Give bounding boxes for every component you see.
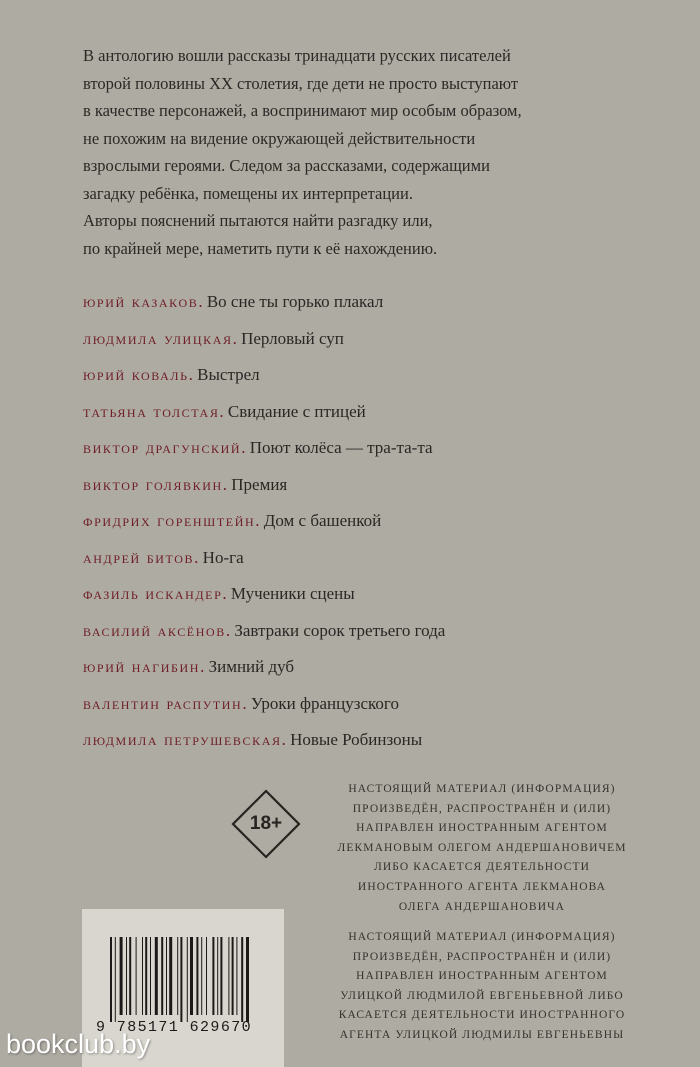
annotation-line: взрослыми героями. Следом за рассказами, содержащими <box>83 156 490 175</box>
notice-line: ПРОИЗВЕДЁН, РАСПРОСТРАНЁН И (ИЛИ) <box>352 802 612 815</box>
story-title: Уроки французского <box>250 693 399 713</box>
watermark: bookclub.by <box>6 1029 151 1059</box>
contents-entry <box>83 469 683 506</box>
notice-line: ЛИБО КАСАЕТСЯ ДЕЯТЕЛЬНОСТИ <box>373 861 591 874</box>
annotation-text <box>83 42 643 262</box>
annotation-line: загадку ребёнка, помещены их интерпретации. <box>83 183 413 203</box>
story-title: Премия <box>231 474 288 494</box>
author-name: василий аксёнов <box>83 619 226 640</box>
separator: . <box>232 328 237 348</box>
author-name: виктор драгунский <box>83 437 242 457</box>
contents-entry <box>83 323 683 360</box>
barcode-bar <box>190 937 193 1015</box>
contents-entry <box>83 396 683 433</box>
barcode-bar <box>196 937 198 1015</box>
barcode-bar <box>220 937 222 1015</box>
barcode-bar <box>142 937 143 1015</box>
separator: . <box>222 474 227 494</box>
separator: . <box>188 365 193 384</box>
barcode-bar <box>129 937 131 1015</box>
barcode-bar <box>126 937 127 1015</box>
barcode-bar <box>236 937 237 1015</box>
author-name: татьяна толстая <box>83 400 220 421</box>
story-title: Мученики сцены <box>230 584 355 603</box>
separator: . <box>241 438 246 457</box>
story-title: Свидание с птицей <box>227 401 366 421</box>
story-title: Во сне ты горько плакал <box>206 292 384 311</box>
barcode-bar <box>145 937 147 1015</box>
separator: . <box>219 401 224 421</box>
author-name: виктор голявкин <box>83 473 223 494</box>
separator: . <box>194 547 199 567</box>
author-name: юрий коваль <box>83 364 189 384</box>
separator: . <box>242 693 247 713</box>
foreign-agent-notice <box>312 780 652 917</box>
age-rating-label: 18+ <box>249 813 283 834</box>
barcode-bar <box>232 937 234 1015</box>
story-title: Поют колёса — тра-та-та <box>249 438 433 457</box>
notice-line: ЛЕКМАНОВЫМ ОЛЕГОМ АНДЕРШАНОВИЧЕМ <box>337 841 627 854</box>
author-name: фазиль искандер <box>83 583 223 603</box>
barcode-bar <box>217 937 218 1015</box>
barcode-bar <box>228 937 229 1015</box>
separator: . <box>222 584 227 603</box>
story-title: Завтраки сорок третьего года <box>234 620 446 640</box>
barcode-bar <box>241 937 243 1022</box>
contents-entry <box>83 432 683 469</box>
notice-line: ПРОИЗВЕДЁН, РАСПРОСТРАНЁН И (ИЛИ) <box>352 950 612 963</box>
barcode-bar <box>201 937 202 1015</box>
author-name: валентин распутин <box>83 692 243 713</box>
notice-line: НАПРАВЛЕН ИНОСТРАННЫМ АГЕНТОМ <box>356 822 608 835</box>
author-name: фридрих горенштейн <box>83 510 256 530</box>
separator: . <box>281 730 286 749</box>
story-title: Новые Робинзоны <box>290 730 423 749</box>
contents-entry <box>83 651 683 688</box>
story-title: Зимний дуб <box>208 657 295 676</box>
notice-line: КАСАЕТСЯ ДЕЯТЕЛЬНОСТИ ИНОСТРАННОГО <box>338 1009 626 1022</box>
barcode-bar <box>155 937 158 1015</box>
annotation-line: В антологию вошли рассказы тринадцати русских писателей <box>83 46 511 65</box>
notice-line: ОЛЕГА АНДЕРШАНОВИЧА <box>398 900 566 913</box>
separator: . <box>225 620 231 640</box>
annotation-line: по крайней мере, наметить пути к её нахождению. <box>83 238 438 258</box>
notice-line: НАСТОЯЩИЙ МАТЕРИАЛ (ИНФОРМАЦИЯ) <box>348 783 616 795</box>
separator: . <box>255 511 260 530</box>
barcode-bar <box>206 937 207 1015</box>
author-name: людмила петрушевская <box>83 729 282 749</box>
barcode-bar <box>180 937 182 1022</box>
barcode-bar <box>169 937 172 1015</box>
barcode-bar <box>110 937 112 1022</box>
author-name: юрий нагибин <box>83 656 201 676</box>
barcode-bar <box>187 937 188 1022</box>
contents-entry <box>83 615 683 652</box>
contents-entry <box>83 578 683 615</box>
isbn-digits: 9 785171 629670 <box>96 1019 253 1036</box>
author-name: людмила улицкая <box>83 327 233 348</box>
contents-entry <box>83 724 683 761</box>
barcode-bar <box>166 937 167 1015</box>
annotation-line: Авторы пояснений пытаются найти разгадку или, <box>83 211 433 230</box>
annotation-line: не похожим на видение окружающей действительности <box>83 128 476 148</box>
separator: . <box>200 657 205 676</box>
contents-entry <box>83 688 683 725</box>
notice-line: НАПРАВЛЕН ИНОСТРАННЫМ АГЕНТОМ <box>356 970 608 983</box>
barcode-bar <box>120 937 123 1015</box>
annotation-line: второй половины XX столетия, где дети не просто выступают <box>83 73 519 93</box>
table-of-contents <box>83 286 683 761</box>
barcode-bar <box>136 937 137 1015</box>
barcode-bar <box>115 937 116 1022</box>
barcode-bar <box>177 937 178 1015</box>
notice-line: НАСТОЯЩИЙ МАТЕРИАЛ (ИНФОРМАЦИЯ) <box>348 931 616 943</box>
story-title: Перловый суп <box>241 328 344 348</box>
author-name: андрей битов <box>83 546 195 567</box>
notice-line: ИНОСТРАННОГО АГЕНТА ЛЕКМАНОВА <box>357 880 607 893</box>
annotation-line: в качестве персонажей, а воспринимают мир особым образом, <box>83 101 522 120</box>
story-title: Выстрел <box>197 365 260 384</box>
author-name: юрий казаков <box>83 291 199 311</box>
story-title: Дом с башенкой <box>263 511 382 530</box>
barcode-bar <box>150 937 151 1015</box>
barcode-bar <box>161 937 163 1015</box>
barcode-icon <box>110 937 270 1022</box>
foreign-agent-notice <box>312 928 652 1046</box>
barcode-bar <box>246 937 249 1022</box>
story-title: Но-га <box>202 547 244 567</box>
notice-line: АГЕНТА УЛИЦКОЙ ЛЮДМИЛЫ ЕВГЕНЬЕВНЫ <box>339 1028 625 1041</box>
barcode-bar <box>212 937 214 1015</box>
contents-entry <box>83 359 683 396</box>
age-rating-badge <box>231 789 301 859</box>
contents-entry <box>83 542 683 579</box>
contents-entry <box>83 505 683 542</box>
contents-entry <box>83 286 683 323</box>
notice-line: УЛИЦКОЙ ЛЮДМИЛОЙ ЕВГЕНЬЕВНОЙ ЛИБО <box>340 989 624 1002</box>
separator: . <box>198 292 203 311</box>
